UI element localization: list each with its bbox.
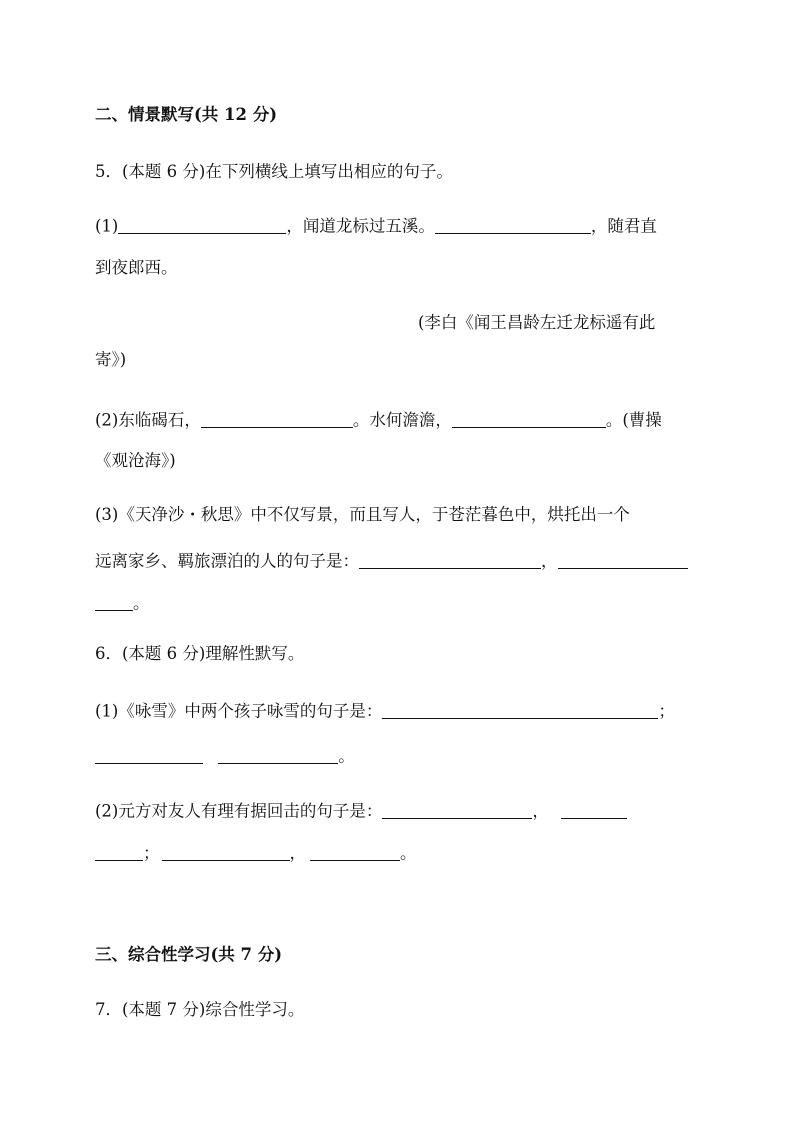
answer-blank[interactable] (561, 801, 627, 819)
q5-p3-comma: ， (541, 551, 558, 571)
q6-stem: 6．(本题 6 分)理解性默写。 (95, 644, 305, 663)
answer-blank[interactable] (558, 551, 688, 569)
answer-blank[interactable] (382, 701, 658, 719)
section3-heading: 三、综合性学习(共 7 分) (95, 945, 283, 964)
q5-p1-line2: 到夜郎西。 (95, 258, 178, 277)
q5-p3-end: 。 (133, 593, 150, 613)
q5-p1-suffix: ，随君直 (590, 216, 657, 236)
q6-p1-period: 。 (338, 746, 355, 766)
q5-p2-suffix: 。(曹操 (605, 410, 662, 430)
answer-blank[interactable] (382, 801, 532, 819)
q5-p2-line2: 《观沧海》) (95, 451, 176, 470)
q5-p3-line1: (3)《天净沙・秋思》中不仅写景，而且写人，于苍茫暮色中，烘托出一个 (95, 505, 630, 524)
q6-p2-text: (2)元方对友人有理有据回击的句子是： (95, 801, 383, 821)
q5-p3-line2 (95, 551, 688, 570)
answer-blank[interactable] (95, 593, 133, 611)
q5-p3-text: 远离家乡、羁旅漂泊的人的句子是： (95, 551, 359, 571)
q6-p2-period: 。 (400, 843, 417, 863)
answer-blank[interactable] (435, 216, 591, 234)
answer-blank[interactable] (95, 746, 203, 764)
q5-p1-prefix: (1) (95, 216, 119, 236)
answer-blank[interactable] (452, 410, 606, 428)
q5-p2-line1 (95, 410, 662, 429)
q6-p1-line2 (95, 746, 355, 765)
q5-p1-source2: 寄》) (95, 350, 127, 369)
q6-p1-line1 (95, 701, 675, 720)
q6-p2-semicolon: ； (143, 843, 160, 863)
section2-heading: 二、情景默写(共 12 分) (95, 105, 278, 124)
q5-p1-source1: (李白《闻王昌龄左迁龙标遥有此 (418, 313, 656, 332)
answer-blank[interactable] (359, 551, 541, 569)
q5-stem: 5．(本题 6 分)在下列横线上填写出相应的句子。 (95, 162, 453, 181)
q5-p1-mid: ，闻道龙标过五溪。 (286, 216, 435, 236)
q6-p2-line1 (95, 801, 627, 820)
answer-blank[interactable] (118, 216, 286, 234)
q5-p1-line1 (95, 216, 657, 235)
answer-blank[interactable] (162, 843, 290, 861)
q6-p2-comma2: ， (289, 843, 306, 863)
q6-p1-semicolon: ； (658, 701, 675, 721)
answer-blank[interactable] (95, 843, 143, 861)
q7-stem: 7．(本题 7 分)综合性学习。 (95, 1000, 305, 1019)
q5-p2-prefix: (2)东临碣石， (95, 410, 201, 430)
q5-p2-mid: 。水何澹澹， (352, 410, 452, 430)
q6-p1-text: (1)《咏雪》中两个孩子咏雪的句子是： (95, 701, 383, 721)
answer-blank[interactable] (218, 746, 338, 764)
q6-p2-line2 (95, 843, 417, 862)
answer-blank[interactable] (310, 843, 400, 861)
q5-p3-line3 (95, 593, 150, 612)
answer-blank[interactable] (201, 410, 353, 428)
q6-p2-comma: ， (532, 801, 549, 821)
